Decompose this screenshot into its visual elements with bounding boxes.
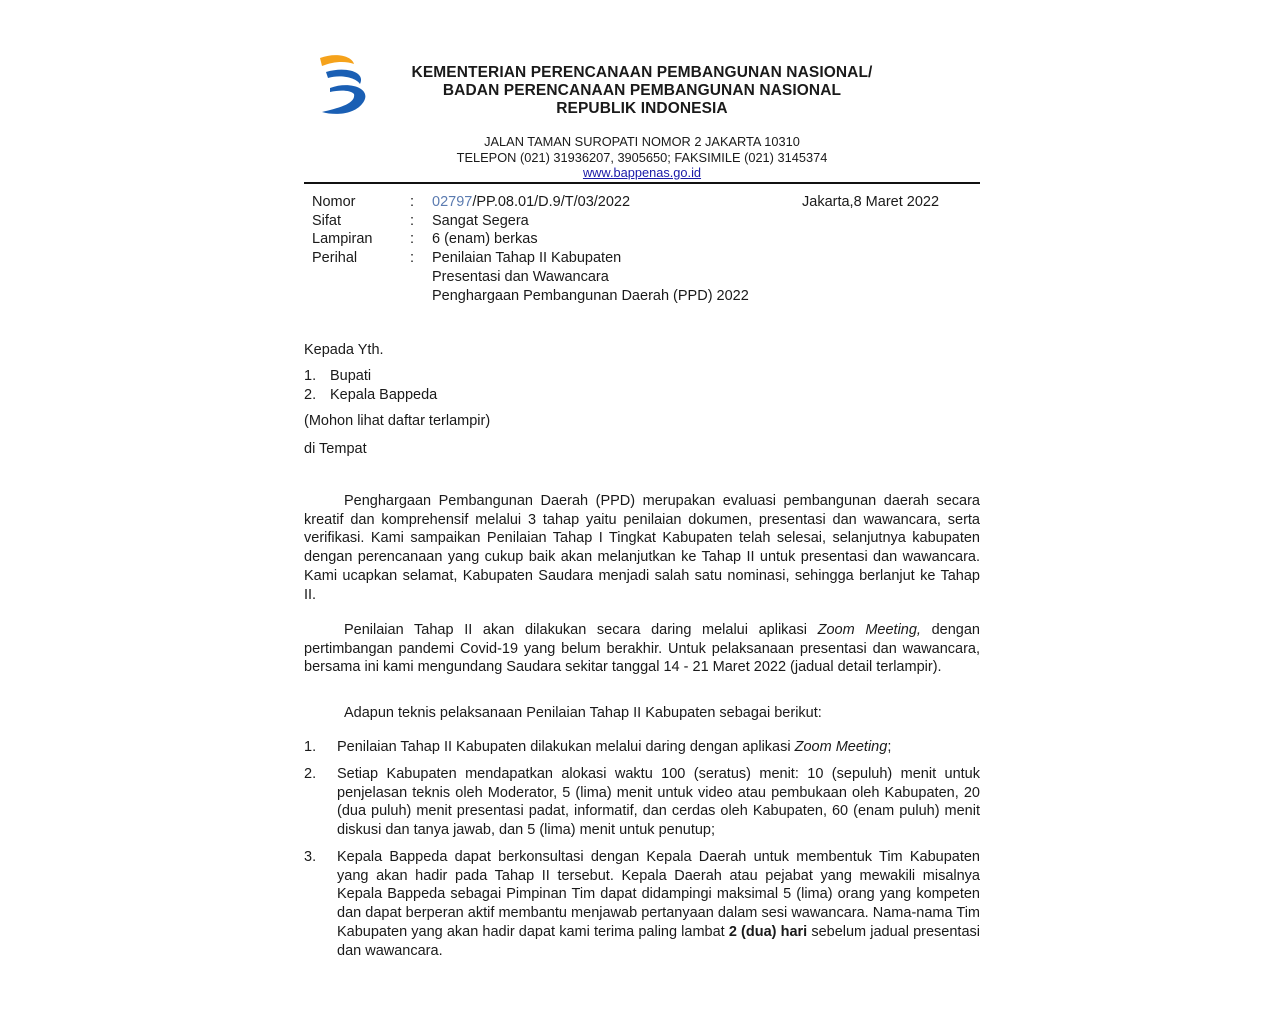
bappenas-logo-icon <box>316 52 372 116</box>
letterhead-line-2: BADAN PERENCANAAN PEMBANGUNAN NASIONAL <box>442 82 842 99</box>
nomor-value <box>432 193 792 212</box>
list-item-2-text: Setiap Kabupaten mendapatkan alokasi waktu 100 (seratus) menit: 10 (sepuluh) menit untuk penjelasan teknis oleh Moderator, 5 (lima) menit untuk video atau pembukaan oleh Kabupaten, 20 (dua puluh) menit presentasi padat, informatif, dan cerdas oleh Kabupaten, 60 (enam puluh) menit diskusi dan tanya jawab, dan 5 (lima) menit untuk penutup; <box>337 766 980 839</box>
colon: : <box>410 194 415 210</box>
lampiran-value: 6 (enam) berkas <box>432 231 538 248</box>
colon: : <box>410 250 415 267</box>
list-item-2-num: 2. <box>304 766 317 782</box>
addressee-item-2-num: 2. <box>304 387 317 403</box>
letter-meta <box>312 193 792 305</box>
sifat-value: Sangat Segera <box>432 212 529 229</box>
list-item <box>304 848 980 960</box>
addressee-item-1-text: Bupati <box>330 368 372 384</box>
letterhead-line-3: REPUBLIK INDONESIA <box>556 100 728 117</box>
list-item-3-bold: 2 (dua) hari <box>728 923 808 940</box>
colon: : <box>410 212 415 229</box>
list-item <box>304 765 980 840</box>
perihal-label: Perihal <box>312 250 358 267</box>
kepada-yth: Kepada Yth. <box>304 342 384 358</box>
body-paragraph-2 <box>304 621 980 677</box>
list-item-3-text-b: sebelum jadual presentasi dan wawancara. <box>337 923 980 959</box>
body-paragraph-3 <box>304 704 980 723</box>
list-item-3-num: 3. <box>304 849 317 865</box>
paragraph-1-text: Penghargaan Pembangunan Daerah (PPD) merupakan evaluasi pembangunan daerah secara kreatif dan komprehensif melalui 3 tahap yaitu penilaian dokumen, presentasi dan wawancara, serta verifikasi. Kami sampaikan Penilaian Tahap I Tingkat Kabupaten telah selesai, selanjutnya kabupaten dengan perencanaan yang cukup baik akan melanjutkan ke Tahap II untuk presentasi dan wawancara. Kami ucapkan selamat, Kabupaten Saudara menjadi salah satu nominasi, sehingga berlanjut ke Tahap II. <box>304 493 980 603</box>
list-item <box>304 738 980 757</box>
nomor-label: Nomor <box>312 194 356 210</box>
list-item-1-zoom: Zoom Meeting <box>794 739 888 755</box>
body-paragraph-1 <box>304 492 980 604</box>
colon: : <box>410 231 415 248</box>
meta-row-lampiran <box>312 230 792 249</box>
paragraph-2-zoom: Zoom Meeting, <box>817 622 921 638</box>
list-item-1-num: 1. <box>304 739 317 755</box>
list-item-1-text-b: ; <box>887 739 892 755</box>
addressee-item-1 <box>304 367 372 386</box>
address-line: JALAN TAMAN SUROPATI NOMOR 2 JAKARTA 10310 <box>484 134 800 149</box>
website-link[interactable]: www.bappenas.go.id <box>582 165 702 180</box>
paragraph-2-text-b: dengan pertimbangan pandemi Covid-19 yang belum berakhir. Untuk pelaksanaan presentasi dan wawancara, bersama ini kami mengundang Saudara sekitar tanggal 14 - 21 Maret 2022 (jadual detail terlampir). <box>304 622 980 676</box>
nomor-rest: /PP.08.01/D.9/T/03/2022 <box>472 194 631 210</box>
addressee-item-2 <box>304 386 438 405</box>
paragraph-2-text-a: Penilaian Tahap II akan dilakukan secara daring melalui aplikasi <box>344 622 818 638</box>
letterhead-title <box>372 64 912 118</box>
perihal-line-3: Penghargaan Pembangunan Daerah (PPD) 2022 <box>432 287 749 304</box>
perihal-line-2: Presentasi dan Wawancara <box>432 268 609 285</box>
letterhead-divider <box>304 182 980 184</box>
letterhead-contact <box>372 134 912 181</box>
meta-row-nomor <box>312 193 792 212</box>
letter-date: Jakarta,8 Maret 2022 <box>802 194 940 210</box>
perihal-value <box>432 249 792 305</box>
paragraph-3-text: Adapun teknis pelaksanaan Penilaian Tahap II Kabupaten sebagai berikut: <box>344 705 822 721</box>
addressee-note: (Mohon lihat daftar terlampir) <box>304 413 491 429</box>
addressee-place: di Tempat <box>304 441 367 457</box>
lampiran-label: Lampiran <box>312 231 373 248</box>
nomor-number: 02797 <box>432 194 473 210</box>
meta-row-perihal <box>312 249 792 305</box>
sifat-label: Sifat <box>312 212 342 229</box>
list-item-3-text-a: Kepala Bappeda dapat berkonsultasi dengan Kepala Daerah untuk membentuk Tim Kabupaten yang akan hadir pada Tahap II tersebut. Kepala Daerah atau pejabat yang mewakili misalnya Kepala Bappeda sebagai Pimpinan Tim dapat didampingi maksimal 5 (lima) orang yang kompeten dan dapat berperan aktif membantu menjawab pertanyaan dalam sesi wawancara. Nama-nama Tim Kabupaten yang akan hadir dapat kami terima paling lambat <box>337 849 980 940</box>
perihal-line-1: Penilaian Tahap II Kabupaten <box>432 250 622 267</box>
phone-line: TELEPON (021) 31936207, 3905650; FAKSIMILE (021) 3145374 <box>456 149 828 165</box>
meta-row-sifat <box>312 212 792 231</box>
addressee-item-1-num: 1. <box>304 368 317 384</box>
letterhead-line-1: KEMENTERIAN PERENCANAAN PEMBANGUNAN NASIONAL/ <box>411 64 873 81</box>
addressee-item-2-text: Kepala Bappeda <box>330 387 438 403</box>
list-item-1-text-a: Penilaian Tahap II Kabupaten dilakukan melalui daring dengan aplikasi <box>337 739 795 755</box>
